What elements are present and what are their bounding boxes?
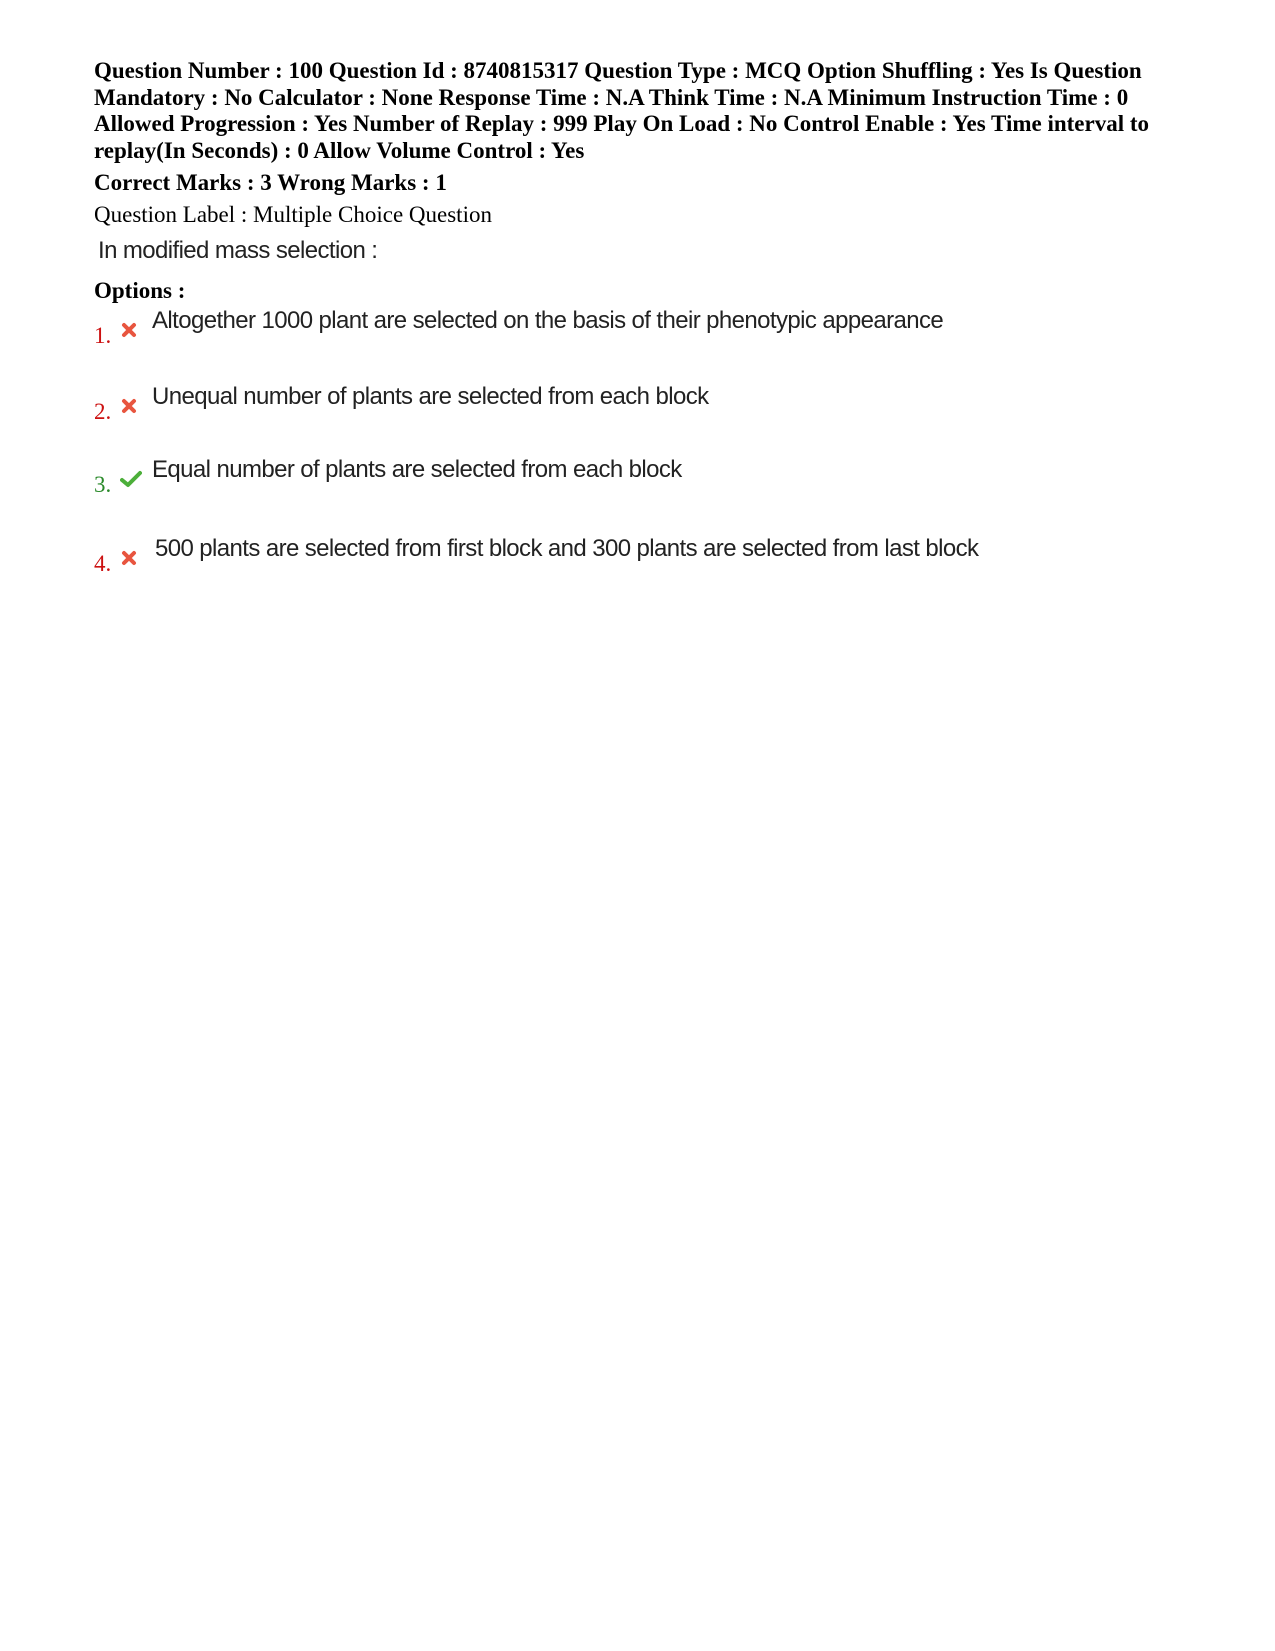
question-meta-line: Mandatory : No Calculator : None Response Time : N.A Think Time : N.A Minimum Instruction Time : 0: [94, 84, 1129, 110]
option-number: 2.: [94, 399, 112, 424]
question-stem: In modified mass selection :: [98, 237, 378, 264]
question-label: Question Label : Multiple Choice Question: [94, 202, 492, 227]
option-1: [94, 306, 1204, 346]
question-meta-line: Allowed Progression : Yes Number of Replay : 999 Play On Load : No Control Enable : Yes Time interval to: [94, 111, 1150, 136]
question-page: [94, 58, 1204, 624]
question-meta-line: replay(In Seconds) : 0 Allow Volume Control : Yes: [94, 137, 585, 163]
option-number: 1.: [94, 323, 112, 348]
question-meta-line: Question Number : 100 Question Id : 8740815317 Question Type : MCQ Option Shuffling : Yes Is Question: [94, 58, 1142, 83]
options-list: [94, 304, 1204, 624]
option-text: Equal number of plants are selected from each block: [152, 456, 682, 483]
option-number: 3.: [94, 472, 112, 497]
option-text: Unequal number of plants are selected from each block: [152, 383, 709, 410]
option-4: [94, 534, 1204, 574]
option-text: 500 plants are selected from first block and 300 plants are selected from last block: [155, 535, 979, 562]
check-icon: [120, 470, 142, 488]
option-3: [94, 455, 1204, 495]
options-heading: Options :: [94, 278, 186, 303]
question-marks: Correct Marks : 3 Wrong Marks : 1: [94, 170, 447, 195]
option-2: [94, 382, 1204, 422]
option-number: 4.: [94, 551, 112, 576]
cross-icon: [120, 549, 138, 567]
option-text: Altogether 1000 plant are selected on the basis of their phenotypic appearance: [152, 307, 944, 334]
question-meta: [94, 58, 1204, 164]
cross-icon: [120, 321, 138, 339]
cross-icon: [120, 397, 138, 415]
